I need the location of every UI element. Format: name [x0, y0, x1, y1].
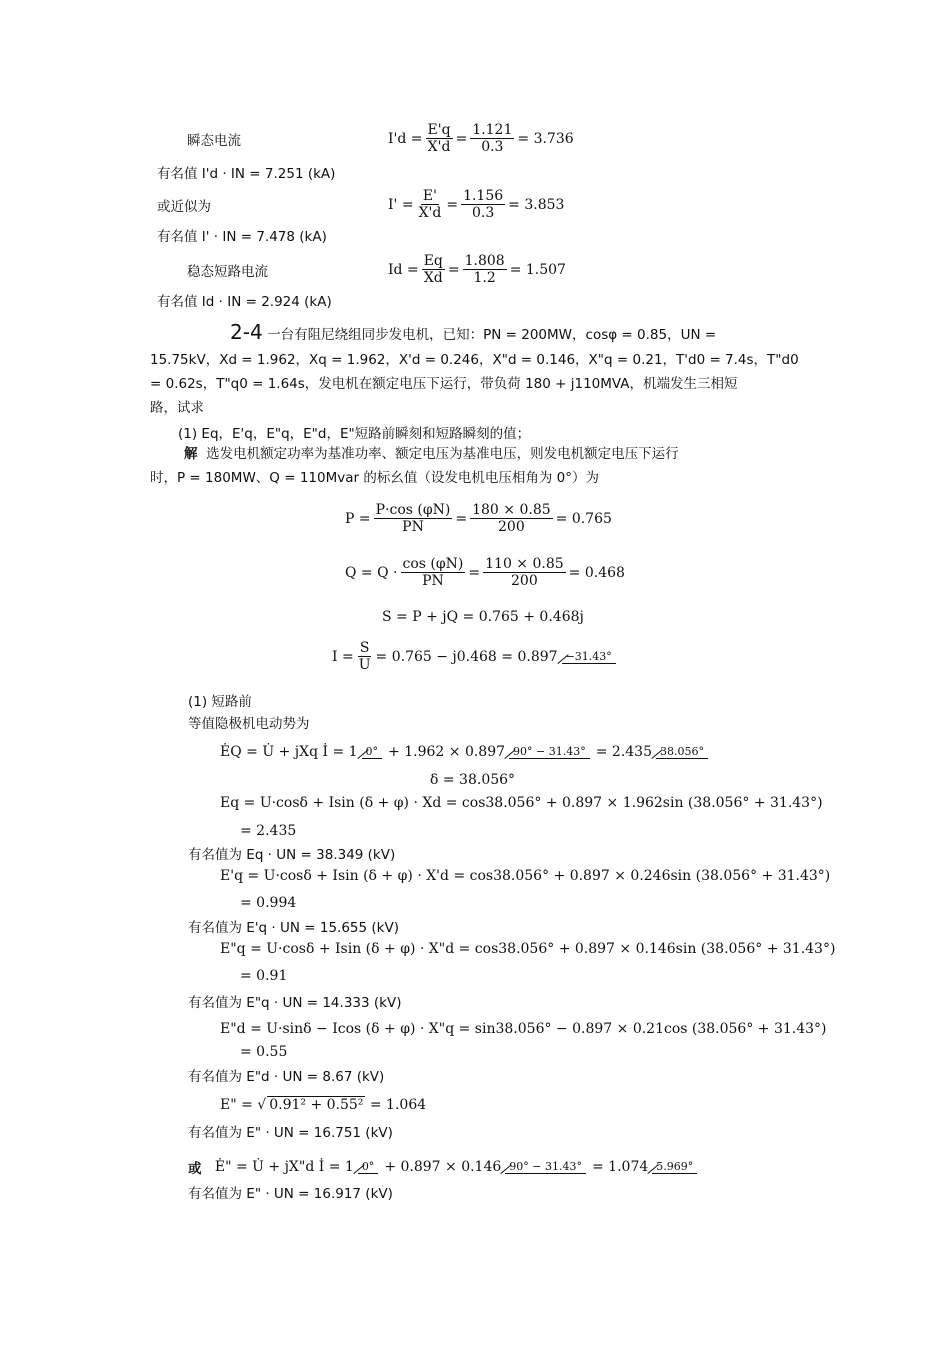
named-E2b: 有名值为 E" · UN = 16.917 (kV) — [188, 1186, 393, 1202]
named-Eq1: 有名值为 E'q · UN = 15.655 (kV) — [188, 920, 399, 936]
eq-transient-current: I'd = $\frac{E'q}{X'd}$ = $\frac{1.121}{0.3}$ = 3.736 — [388, 122, 574, 155]
eq-EQ: ĖQ = U̇ + jXq İ = 1 0° + 1.962 × 0.897 90° − 31.43° = 2.435 38.056° — [220, 744, 714, 760]
eq-current: I = $\frac{S}{U}$ = 0.765 − j0.468 = 0.897 −31.43° — [332, 640, 622, 673]
angle-symbol: 0° — [358, 1160, 379, 1174]
eq-Eq-result: = 2.435 — [240, 823, 297, 839]
solution-line-1: 解 选发电机额定功率为基准功率、额定电压为基准电压，则发电机额定电压下运行 — [184, 446, 679, 462]
eq-Eq1-result: = 0.994 — [240, 895, 297, 911]
eq-p-perunit: P = $\frac{P\cdot\cos (\varphi N)}{PN}$ = $\frac{180 \times 0.85}{200}$ = 0.765 — [345, 502, 612, 535]
eq-approx-current: I' = $\frac{E'}{X'd}$ = $\frac{1.156}{0.3}$ = 3.853 — [388, 188, 565, 221]
named-Ed2: 有名值为 E"d · UN = 8.67 (kV) — [188, 1069, 385, 1085]
problem-statement: 2-4 一台有阻尼绕组同步发电机，已知：PN = 200MW，cosφ = 0.85，UN = — [230, 320, 717, 344]
angle-symbol: 90° − 31.43° — [505, 1160, 586, 1174]
eq-delta: δ = 38.056° — [430, 772, 516, 788]
named-E2: 有名值为 E" · UN = 16.751 (kV) — [188, 1125, 393, 1141]
label-approx: 或近似为 — [157, 199, 211, 215]
eq-steady-current: Id = $\frac{Eq}{Xd}$ = $\frac{1.808}{1.2}$ = 1.507 — [388, 253, 566, 286]
problem-number: 2-4 — [230, 320, 263, 344]
eq-s: S = P + jQ = 0.765 + 0.468j — [382, 609, 584, 625]
named-Eq: 有名值为 Eq · UN = 38.349 (kV) — [188, 847, 396, 863]
angle-symbol: 90° − 31.43° — [509, 745, 590, 759]
eq-Eq2-result: = 0.91 — [240, 968, 288, 984]
line-named-value-1: 有名值 I'd · IN = 7.251 (kA) — [157, 166, 336, 182]
eq-E2-phasor: 或 Ė" = U̇ + jX"d İ = 1 0° + 0.897 × 0.146 90° − 31.43° = 1.074 5.969° — [188, 1157, 703, 1177]
problem-line-4: 路，试求 — [150, 400, 204, 416]
line-named-value-3: 有名值 Id · IN = 2.924 (kA) — [157, 294, 332, 310]
eq-Eq: Eq = U·cosδ + Isin (δ + φ) · Xd = cos38.056° + 0.897 × 1.962sin (38.056° + 31.43°) — [220, 795, 823, 811]
angle-symbol: 5.969° — [652, 1160, 697, 1174]
problem-line-3: = 0.62s，T"q0 = 1.64s，发电机在额定电压下运行，带负荷 180 + j110MVA，机端发生三相短 — [150, 376, 738, 392]
eq-Eq2: E"q = U·cosδ + Isin (δ + φ) · X"d = cos38.056° + 0.897 × 0.146sin (38.056° + 31.43°) — [220, 941, 836, 957]
named-Eq2: 有名值为 E"q · UN = 14.333 (kV) — [188, 995, 402, 1011]
eq-Eq1: E'q = U·cosδ + Isin (δ + φ) · X'd = cos38.056° + 0.897 × 0.246sin (38.056° + 31.43°) — [220, 868, 831, 884]
section-before-short: (1) 短路前 — [188, 694, 252, 710]
angle-symbol: 38.056° — [656, 745, 708, 759]
line-named-value-2: 有名值 I' · IN = 7.478 (kA) — [157, 229, 327, 245]
eq-q-perunit: Q = Q · $\frac{\cos (\varphi N)}{PN}$ = $\frac{110 \times 0.85}{200}$ = 0.468 — [345, 556, 625, 589]
angle-symbol: −31.43° — [562, 650, 616, 664]
section-emf-title: 等值隐极机电动势为 — [188, 716, 310, 732]
solution-line-2: 时，P = 180MW、Q = 110Mvar 的标幺值（设发电机电压相角为 0°）为 — [150, 470, 599, 486]
eq-Ed2: E"d = U·sinδ − Icos (δ + φ) · X"q = sin38.056° − 0.897 × 0.21cos (38.056° + 31.43°) — [220, 1021, 827, 1037]
label-transient-current: 瞬态电流 — [187, 133, 241, 149]
angle-symbol: 0° — [362, 745, 383, 759]
eq-E2-magnitude: E" = √ 0.91² + 0.55² = 1.064 — [220, 1096, 427, 1113]
label-steady-current: 稳态短路电流 — [187, 264, 268, 280]
question-1: (1) Eq，E'q，E"q，E"d，E"短路前瞬刻和短路瞬刻的值； — [178, 426, 531, 442]
problem-line-2: 15.75kV，Xd = 1.962，Xq = 1.962，X'd = 0.246，X"d = 0.146，X"q = 0.21，T'd0 = 7.4s，T"d0 — [150, 352, 799, 368]
eq-Ed2-result: = 0.55 — [240, 1044, 288, 1060]
